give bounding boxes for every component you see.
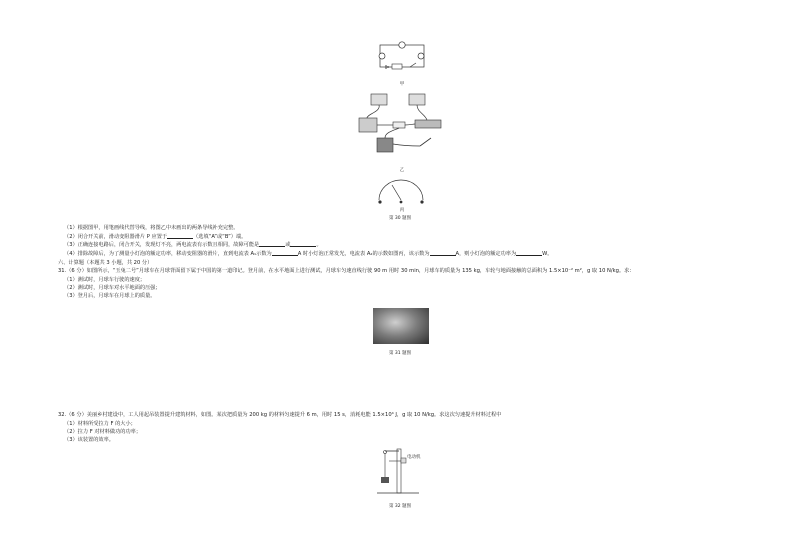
section-heading: 六、计算题（本题共 3 小题，共 20 分） [58,260,153,266]
fig30-caption: 第 30 题图 [388,216,412,221]
q30-sub1: （1）根据图甲，用笔画线代替导线，将图乙中未画出的两条导线补充完整。 [64,225,239,231]
answer-blank [430,250,456,256]
moon-rover-photo [373,308,429,344]
answer-blank [167,233,193,239]
answer-blank [259,241,285,247]
fig32-caption: 第 32 题图 [388,504,412,509]
q30-sub3: （3）正确连接电路后，闭合开关，发现灯不亮，两电流表有示数且相同，故障可能是 或 。 [64,242,322,248]
fig30-label-bing: 丙 [399,208,405,213]
fig30-label-jia: 甲 [399,82,405,87]
q30-sub4: （4）排除故障后，为了测量小灯泡的额定功率，移动变阻器的滑片，直到电流表 A₁示数为 A 时小灯泡正常发光，电流表 A₂的示数如图丙，该示数为 A，则小灯泡的额定功率为 W。 [64,251,553,257]
q31-sub1: （1）测试时，月球车行驶的速度； [64,277,146,283]
q30-sub2: （2）闭合开关前，滑动变阻器滑片 P 应置于 （选填“A”或“B”）端。 [64,234,247,240]
answer-blank [272,250,298,256]
answer-blank [516,250,542,256]
fig32-motor-label: 电动机 [407,455,421,460]
fig31-caption: 第 31 题图 [388,351,412,356]
fig30-label-yi: 乙 [399,168,405,173]
q31-sub2: （2）测试时，月球车对水平地面的压强； [64,285,161,291]
q32-sub3: （3）该装置的效率。 [64,437,114,443]
q32-stem: 32.（6 分）美丽乡村建设中，工人用起吊装置提升建筑材料，如图。某次把质量为 200 kg 的材料匀速提升 6 m，用时 15 s，消耗电能 1.5×10⁴ J，g 取 10 N/kg。求这次匀速提升材料过程中 [58,412,502,418]
lifting-device-diagram [375,445,425,497]
q32-sub2: （2）拉力 F 对材料做功的功率； [64,429,142,435]
ammeter-dial-bing [373,176,429,206]
q31-sub3: （3）登月后，月球车在月球上的质量。 [64,293,156,299]
circuit-diagram-jia [372,40,432,76]
apparatus-yi [355,92,445,162]
q32-sub1: （1）材料所受拉力 F 的大小； [64,421,136,427]
q31-stem: 31.（6 分）如图所示，“玉兔二号”月球车在月球背面留下属于中国的第一道印记。登月前，在水平地面上进行测试，月球车匀速直线行驶 90 m 用时 30 min，月球车的质量为 135 kg，车轮与地面接触的总面积为 1.5×10⁻² m²，g 取 10 N/kg。求： [58,268,635,274]
answer-blank [290,241,316,247]
